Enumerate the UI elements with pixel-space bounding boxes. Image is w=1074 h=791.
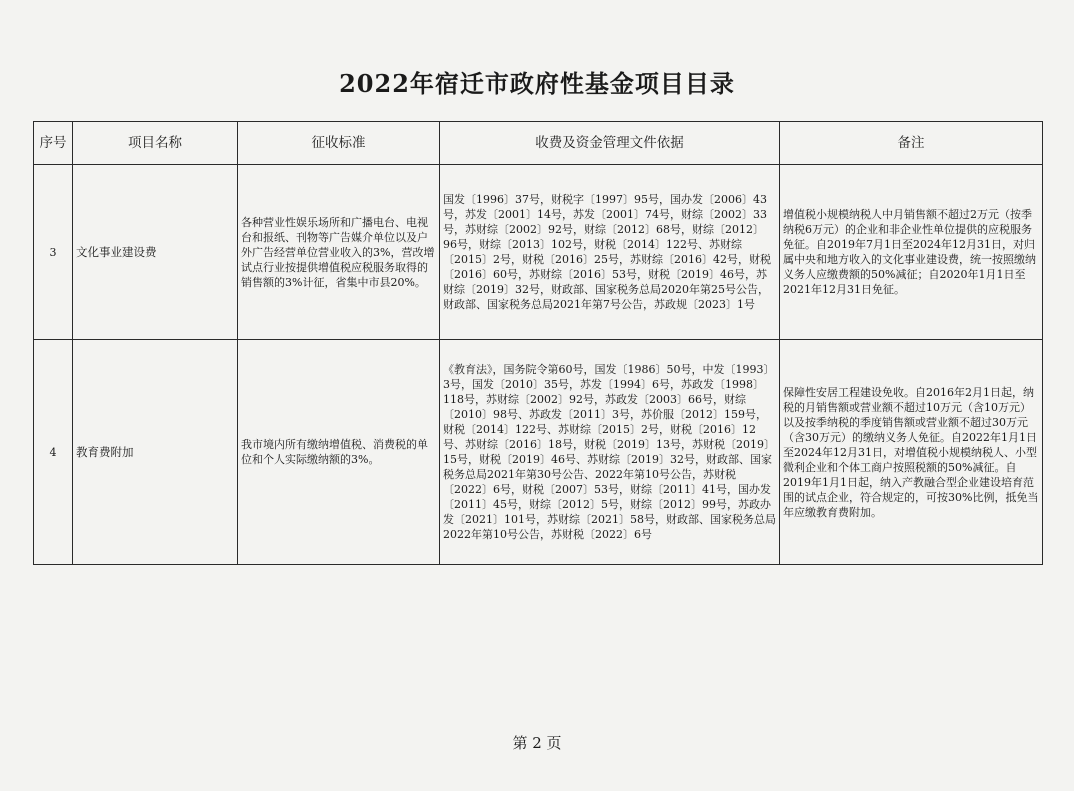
- row-number: 3: [34, 165, 73, 340]
- header-no: 序号: [34, 122, 73, 165]
- collection-standard: 各种营业性娱乐场所和广播电台、电视台和报纸、刊物等广告媒介单位以及户外广告经营单位营业收入的3%，营改增试点行业按提供增值税应税服务取得的销售额的3%计征，省集中市县20%。: [238, 165, 440, 340]
- document-basis: 国发〔1996〕37号，财税字〔1997〕95号，国办发〔2006〕43号，苏发〔2001〕14号，苏发〔2001〕74号，财综〔2002〕33号，苏财综〔2002〕92号，财综〔2012〕68号，财综〔2012〕96号，财综〔2013〕102号，财税〔2014〕122号、苏财综〔2015〕2号，财税〔2016〕25号，苏财综〔2016〕42号，财税〔2016〕60号，苏财综〔2016〕53号，财税〔2019〕46号，苏财综〔2019〕32号，财政部、国家税务总局2020年第25号公告，财政部、国家税务总局2021年第7号公告，苏政规〔2023〕1号: [440, 165, 780, 340]
- page-number: 第 2 页: [512, 734, 562, 752]
- header-remark: 备注: [780, 122, 1043, 165]
- fund-table: [33, 121, 1043, 565]
- row-number: 4: [34, 340, 73, 565]
- table-row: [34, 340, 1043, 565]
- project-name: 文化事业建设费: [73, 165, 238, 340]
- header-standard: 征收标准: [238, 122, 440, 165]
- page-title: 2022年宿迁市政府性基金项目目录: [339, 69, 735, 98]
- remark: 保障性安居工程建设免收。自2016年2月1日起，纳税的月销售额或营业额不超过10万元（含10万元）以及按季纳税的季度销售额或营业额不超过30万元（含30万元）的缴纳义务人免征。自2022年1月1日至2024年12月31日，对增值税小规模纳税人、小型微利企业和个体工商户按照税额的50%减征。自2019年1月1日起，纳入产教融合型企业建设培育范围的试点企业，符合规定的，可按30%比例，抵免当年应缴教育费附加。: [780, 340, 1043, 565]
- table-row: [34, 165, 1043, 340]
- header-basis: 收费及资金管理文件依据: [440, 122, 780, 165]
- table-header-row: [34, 122, 1043, 165]
- document-basis: 《教育法》，国务院令第60号，国发〔1986〕50号，中发〔1993〕3号，国发〔2010〕35号，苏发〔1994〕6号，苏政发〔1998〕118号，苏财综〔2002〕92号，苏政发〔2003〕66号，财综〔2010〕98号、苏政发〔2011〕3号，苏价服〔2012〕159号，财税〔2014〕122号、苏财综〔2015〕2号，财税〔2016〕12号、苏财综〔2016〕18号，财税〔2019〕13号，苏财税〔2019〕15号，财税〔2019〕46号、苏财综〔2019〕32号，财政部、国家税务总局2021年第30号公告、2022年第10号公告，苏财税〔2022〕6号，财税〔2007〕53号，财综〔2011〕41号，国办发〔2011〕45号，财综〔2012〕5号，财综〔2012〕99号，苏政办发〔2021〕101号，苏财综〔2021〕58号，财政部、国家税务总局2022年第10号公告，苏财税〔2022〕6号: [440, 340, 780, 565]
- collection-standard: 我市境内所有缴纳增值税、消费税的单位和个人实际缴纳额的3%。: [238, 340, 440, 565]
- remark: 增值税小规模纳税人中月销售额不超过2万元（按季纳税6万元）的企业和非企业性单位提供的应税服务免征。自2019年7月1日至2024年12月31日，对归属中央和地方收入的文化事业建设费，统一按照缴纳义务人应缴费额的50%减征；自2020年1月1日至2021年12月31日免征。: [780, 165, 1043, 340]
- project-name: 教育费附加: [73, 340, 238, 565]
- header-name: 项目名称: [73, 122, 238, 165]
